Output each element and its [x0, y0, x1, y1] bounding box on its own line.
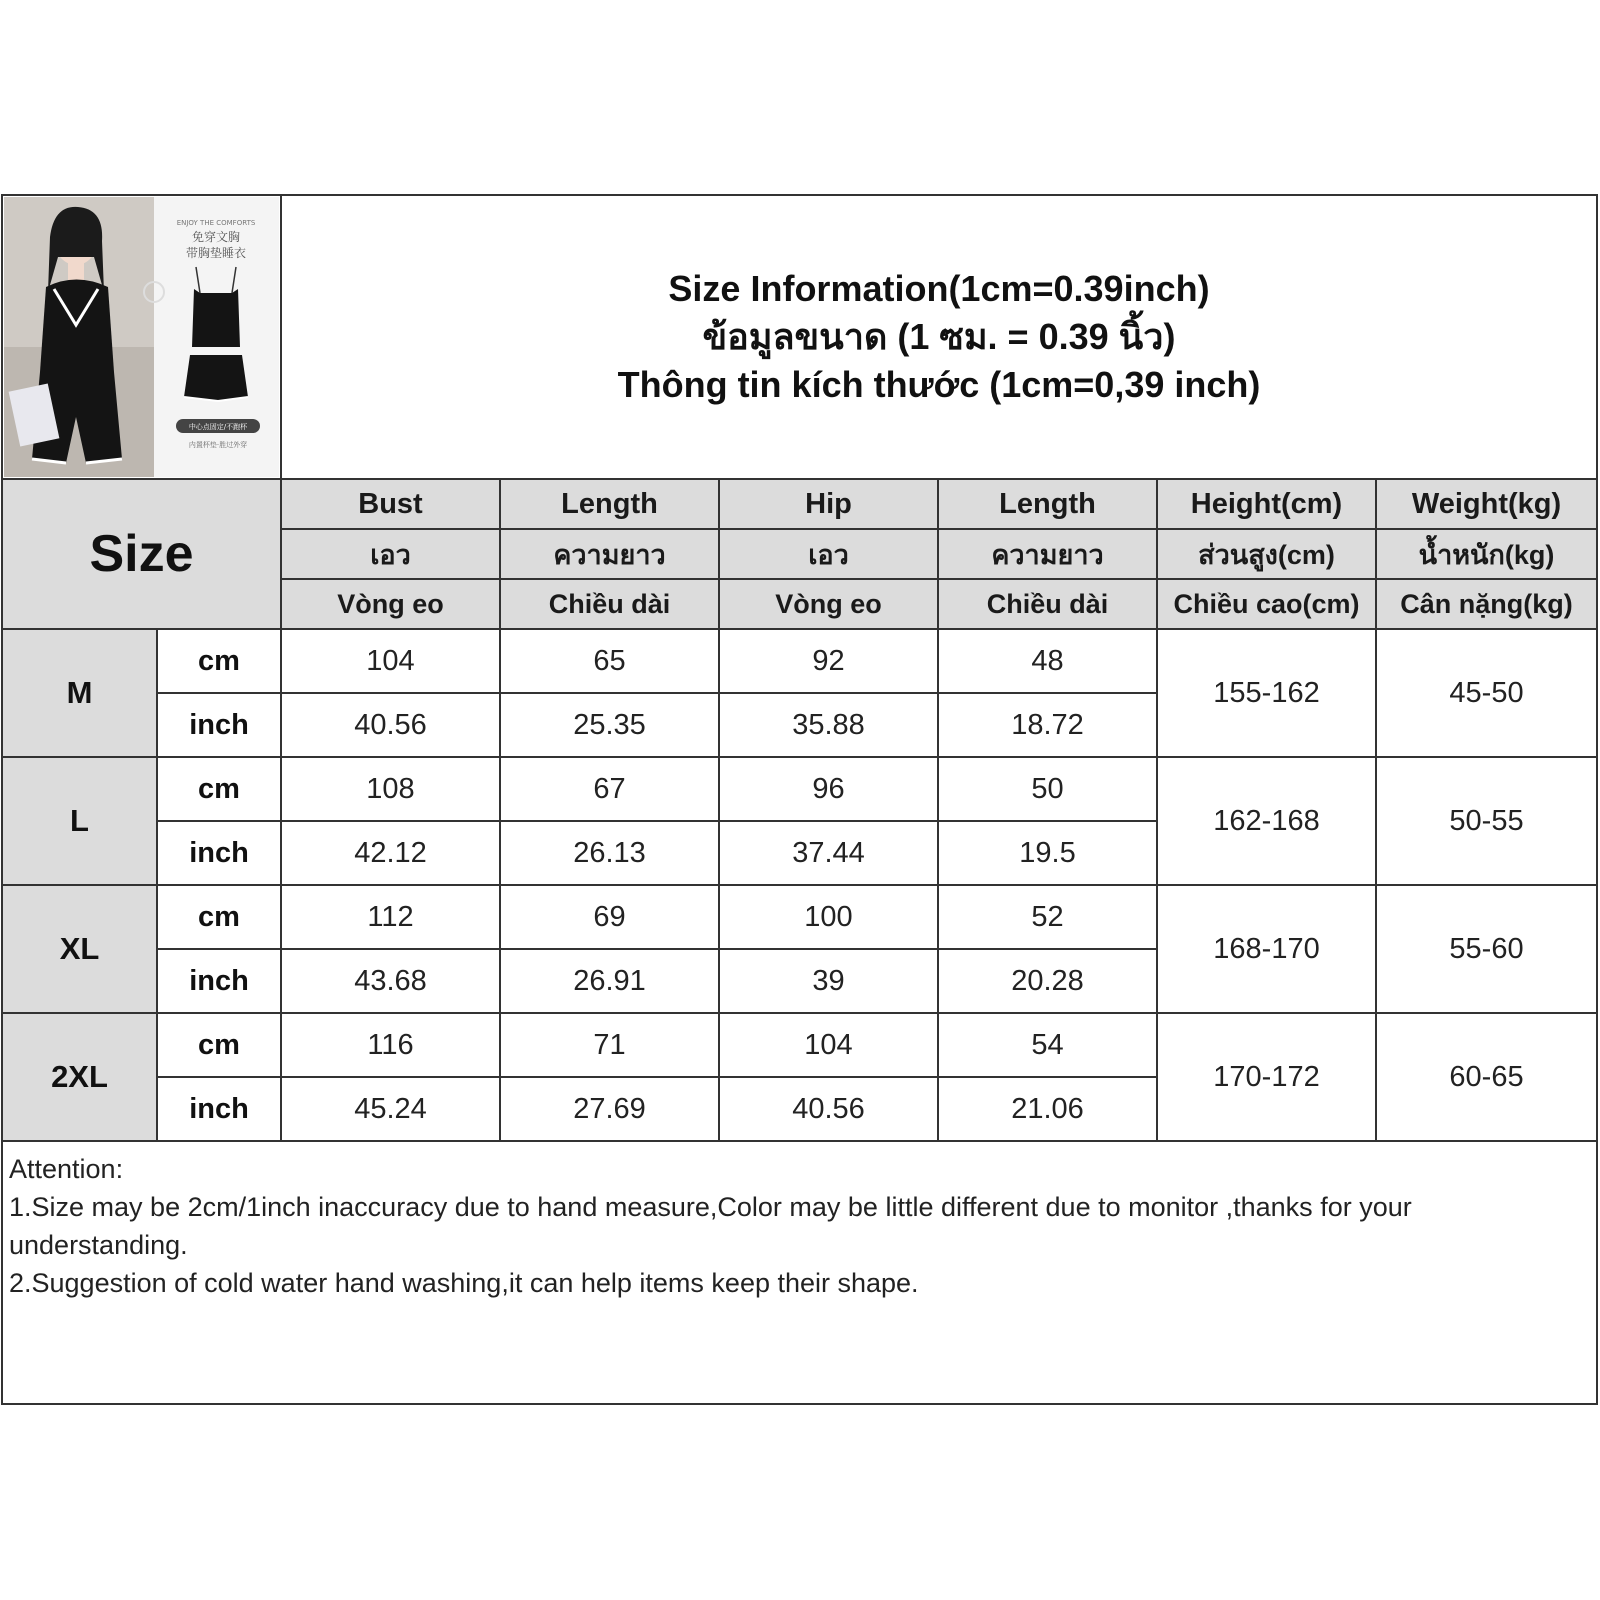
attention-notes	[3, 1146, 1596, 1403]
cm-value: 96	[720, 758, 939, 822]
col-length2-vi: Chiều dài	[939, 580, 1158, 630]
inch-value: 37.44	[720, 822, 939, 886]
inch-value: 19.5	[939, 822, 1158, 886]
col-height-th: ส่วนสูง(cm)	[1158, 530, 1377, 580]
cm-value: 112	[282, 886, 501, 950]
inch-value: 20.28	[939, 950, 1158, 1014]
size-label-l: L	[3, 758, 158, 886]
cm-value: 71	[501, 1014, 720, 1078]
title-thai: ข้อมูลขนาด (1 ซม. = 0.39 นิ้ว)	[702, 316, 1176, 357]
size-label-m: M	[3, 630, 158, 758]
col-length2-th: ความยาว	[939, 530, 1158, 580]
photo-caption-top: ENJOY THE COMFORTS	[176, 219, 256, 227]
col-length-th: ความยาว	[501, 530, 720, 580]
inch-value: 21.06	[939, 1078, 1158, 1142]
cm-value: 104	[720, 1014, 939, 1078]
cm-value: 50	[939, 758, 1158, 822]
cm-value: 92	[720, 630, 939, 694]
weight-range: 55-60	[1377, 886, 1596, 1014]
cm-value: 108	[282, 758, 501, 822]
cm-value: 52	[939, 886, 1158, 950]
inch-value: 18.72	[939, 694, 1158, 758]
inch-value: 27.69	[501, 1078, 720, 1142]
inch-value: 39	[720, 950, 939, 1014]
inch-value: 35.88	[720, 694, 939, 758]
product-photo	[3, 196, 282, 480]
inch-value: 42.12	[282, 822, 501, 886]
title-vietnamese: Thông tin kích thước (1cm=0,39 inch)	[617, 364, 1261, 405]
unit-inch: inch	[158, 1078, 282, 1142]
photo-caption-bottom: 内置杯垫·胜过外穿	[188, 441, 248, 449]
notes-line-1: 1.Size may be 2cm/1inch inaccuracy due to hand measure,Color may be little different due to monitor ,thanks for your understanding.	[9, 1192, 1412, 1260]
inch-value: 40.56	[282, 694, 501, 758]
height-range: 155-162	[1158, 630, 1377, 758]
product-photo-image	[4, 197, 279, 477]
title-block	[282, 196, 1596, 480]
inch-value: 43.68	[282, 950, 501, 1014]
col-hip-vi: Vòng eo	[720, 580, 939, 630]
unit-inch: inch	[158, 694, 282, 758]
title-english: Size Information(1cm=0.39inch)	[668, 268, 1210, 309]
cm-value: 104	[282, 630, 501, 694]
photo-badge: 中心点固定/不跑杯	[188, 423, 248, 431]
unit-cm: cm	[158, 758, 282, 822]
col-length2-en: Length	[939, 480, 1158, 530]
cm-value: 116	[282, 1014, 501, 1078]
inch-value: 45.24	[282, 1078, 501, 1142]
col-height-en: Height(cm)	[1158, 480, 1377, 530]
col-bust-en: Bust	[282, 480, 501, 530]
unit-cm: cm	[158, 886, 282, 950]
unit-inch: inch	[158, 950, 282, 1014]
cm-value: 69	[501, 886, 720, 950]
weight-range: 60-65	[1377, 1014, 1596, 1142]
col-weight-th: น้ำหนัก(kg)	[1377, 530, 1596, 580]
col-bust-th: เอว	[282, 530, 501, 580]
col-length-vi: Chiều dài	[501, 580, 720, 630]
col-length-en: Length	[501, 480, 720, 530]
size-label-xl: XL	[3, 886, 158, 1014]
cm-value: 54	[939, 1014, 1158, 1078]
cm-value: 67	[501, 758, 720, 822]
notes-heading: Attention:	[9, 1154, 124, 1184]
inch-value: 25.35	[501, 694, 720, 758]
inch-value: 26.91	[501, 950, 720, 1014]
cm-value: 65	[501, 630, 720, 694]
photo-caption-cn2: 带胸垫睡衣	[185, 246, 247, 260]
col-weight-en: Weight(kg)	[1377, 480, 1596, 530]
col-height-vi: Chiều cao(cm)	[1158, 580, 1377, 630]
size-header: Size	[3, 480, 282, 630]
size-chart-sheet	[1, 194, 1598, 1405]
height-range: 170-172	[1158, 1014, 1377, 1142]
size-label-2xl: 2XL	[3, 1014, 158, 1142]
weight-range: 45-50	[1377, 630, 1596, 758]
notes-line-2: 2.Suggestion of cold water hand washing,it can help items keep their shape.	[9, 1268, 919, 1298]
weight-range: 50-55	[1377, 758, 1596, 886]
inch-value: 26.13	[501, 822, 720, 886]
unit-cm: cm	[158, 630, 282, 694]
inch-value: 40.56	[720, 1078, 939, 1142]
col-hip-en: Hip	[720, 480, 939, 530]
unit-cm: cm	[158, 1014, 282, 1078]
col-bust-vi: Vòng eo	[282, 580, 501, 630]
col-hip-th: เอว	[720, 530, 939, 580]
unit-inch: inch	[158, 822, 282, 886]
cm-value: 100	[720, 886, 939, 950]
cm-value: 48	[939, 630, 1158, 694]
photo-caption-cn1: 免穿文胸	[191, 230, 241, 244]
height-range: 168-170	[1158, 886, 1377, 1014]
col-weight-vi: Cân nặng(kg)	[1377, 580, 1596, 630]
height-range: 162-168	[1158, 758, 1377, 886]
